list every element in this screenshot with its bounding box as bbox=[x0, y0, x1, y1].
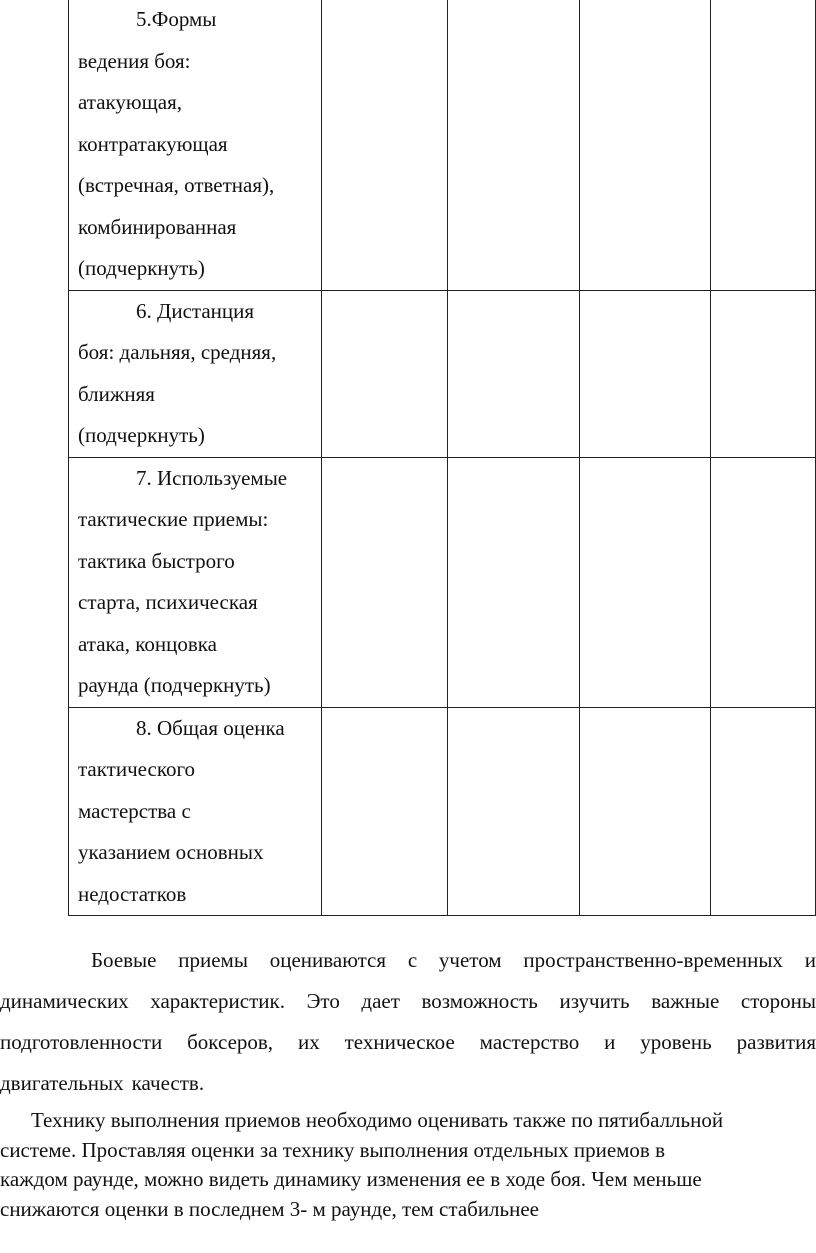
criterion-text-line: 6. Дистанция bbox=[136, 298, 255, 323]
score-cell bbox=[321, 457, 447, 707]
paragraph-line bbox=[0, 1063, 816, 1104]
criterion-text-line: атакующая, bbox=[78, 90, 183, 114]
criterion-text-line: (встречная, ответная), bbox=[78, 173, 275, 197]
table-row bbox=[69, 290, 816, 457]
word: динамических bbox=[0, 989, 129, 1013]
word: уровень bbox=[640, 1030, 712, 1054]
word: дает bbox=[361, 989, 400, 1013]
criterion-text-line: раунда (подчеркнуть) bbox=[78, 673, 271, 697]
table-row bbox=[69, 457, 816, 707]
score-cell bbox=[579, 290, 710, 457]
criterion-text-line: атака, концовка bbox=[78, 631, 217, 656]
word: и bbox=[804, 948, 816, 972]
word: характеристик. bbox=[150, 989, 285, 1013]
word: стороны bbox=[740, 989, 816, 1013]
criterion-text-line: ведения боя: bbox=[78, 48, 191, 73]
word: Боевые bbox=[91, 948, 157, 972]
criterion-cell bbox=[69, 290, 322, 457]
word: и bbox=[604, 1030, 616, 1054]
word: учетом bbox=[438, 948, 502, 972]
word: их bbox=[297, 1030, 320, 1054]
word: возможность bbox=[421, 989, 538, 1013]
score-cell bbox=[447, 290, 579, 457]
criterion-text-line: тактика быстрого bbox=[78, 548, 235, 573]
paragraph-line: Технику выполнения приемов необходимо оценивать также по пятибалльной bbox=[31, 1108, 724, 1132]
paragraph-line bbox=[0, 940, 816, 981]
paragraph-line: системе. Проставляя оценки за технику выполнения отдельных приемов в bbox=[0, 1137, 666, 1162]
criterion-cell bbox=[69, 707, 322, 916]
table-row bbox=[69, 707, 816, 916]
criterion-text-line: (подчеркнуть) bbox=[78, 423, 205, 447]
score-cell bbox=[447, 707, 579, 916]
criterion-text-line: тактического bbox=[78, 757, 196, 781]
word: подготовленности bbox=[0, 1030, 163, 1054]
word: мастерство bbox=[479, 1030, 580, 1054]
paragraph-technique-scoring bbox=[0, 1106, 816, 1224]
paragraph-line bbox=[0, 1022, 816, 1063]
criterion-cell bbox=[69, 0, 322, 290]
paragraph-combat-techniques bbox=[0, 940, 816, 1104]
word: боксеров, bbox=[187, 1030, 274, 1054]
paragraph-line: снижаются оценки в последнем 3- м раунде, тем стабильнее bbox=[0, 1196, 539, 1221]
criterion-text-line: 5.Формы bbox=[136, 7, 217, 31]
word: техническое bbox=[344, 1030, 455, 1054]
criterion-text-line: 7. Используемые bbox=[136, 465, 288, 490]
score-cell bbox=[579, 707, 710, 916]
criterion-text-line: (подчеркнуть) bbox=[78, 256, 205, 280]
criterion-text-line: комбинированная bbox=[78, 214, 237, 239]
paragraph-line bbox=[0, 981, 816, 1022]
word: важные bbox=[651, 989, 720, 1013]
table-row bbox=[69, 0, 816, 290]
score-cell bbox=[710, 457, 815, 707]
score-cell bbox=[321, 0, 447, 290]
score-cell bbox=[579, 457, 710, 707]
score-cell bbox=[447, 0, 579, 290]
score-cell bbox=[321, 290, 447, 457]
paragraph-line: каждом раунде, можно видеть динамику изменения ее в ходе боя. Чем меньше bbox=[0, 1167, 702, 1191]
score-cell bbox=[710, 290, 815, 457]
score-cell bbox=[710, 707, 815, 916]
criterion-text-line: мастерства с bbox=[78, 798, 191, 823]
score-cell bbox=[447, 457, 579, 707]
word: развития bbox=[736, 1030, 816, 1054]
word: с bbox=[407, 948, 418, 972]
evaluation-table bbox=[68, 0, 816, 916]
word: изучить bbox=[559, 989, 630, 1013]
score-cell bbox=[579, 0, 710, 290]
criterion-text-line: недостатков bbox=[78, 881, 187, 906]
criterion-cell bbox=[69, 457, 322, 707]
word: приемы bbox=[178, 948, 248, 972]
criterion-text-line: боя: дальняя, средняя, bbox=[78, 340, 277, 364]
word: оцениваются bbox=[269, 948, 387, 972]
criterion-text-line: старта, психическая bbox=[78, 590, 258, 614]
criterion-text-line: контратакующая bbox=[78, 131, 228, 156]
score-cell bbox=[710, 0, 815, 290]
word: двигательных bbox=[0, 1071, 124, 1095]
criterion-text-line: указанием основных bbox=[78, 840, 264, 864]
word: качеств. bbox=[131, 1071, 205, 1095]
criterion-text-line: тактические приемы: bbox=[78, 507, 269, 531]
criterion-text-line: ближняя bbox=[78, 381, 155, 406]
criterion-text-line: 8. Общая оценка bbox=[136, 715, 285, 740]
word: Это bbox=[306, 989, 340, 1013]
word: пространственно-временных bbox=[523, 948, 783, 972]
score-cell bbox=[321, 707, 447, 916]
